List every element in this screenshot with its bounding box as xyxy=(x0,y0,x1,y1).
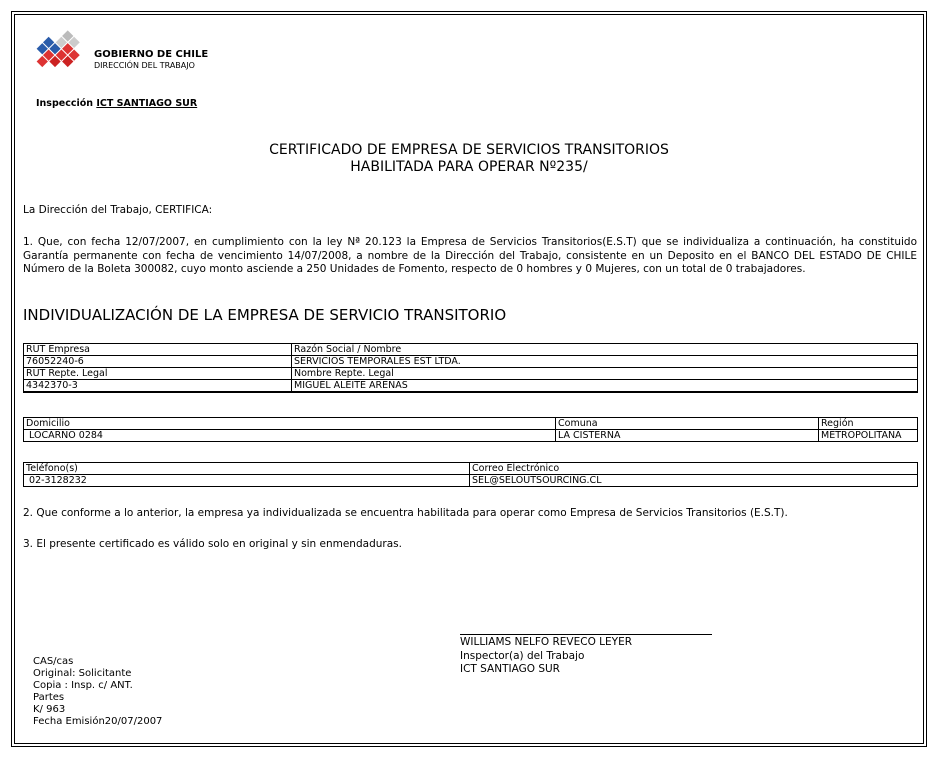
footer-line: Original: Solicitante xyxy=(33,668,132,679)
company-table xyxy=(23,343,918,393)
org-subname: DIRECCIÓN DEL TRABAJO xyxy=(94,61,195,70)
rep-rut-label: RUT Repte. Legal xyxy=(24,368,292,380)
name-value: SERVICIOS TEMPORALES EST LTDA. xyxy=(292,356,918,368)
domicilio-value: LOCARNO 0284 xyxy=(24,430,556,442)
address-table xyxy=(23,417,918,442)
paragraph-1: 1. Que, con fecha 12/07/2007, en cumplimiento con la ley Nª 20.123 la Empresa de Servicios Transitorios(E.S.T) que se individualiza a continuación, ha constituido Garantía permanente con fecha de vencimiento 14/07/2008, a nombre de la Dirección del Trabajo, consistente en un Deposito en el BANCO DEL ESTADO DE CHILE Número de la Boleta 300082, cuyo monto asciende a 250 Unidades de Fomento, respecto de 0 hombres y 0 Mujeres, con un total de 0 trabajadores. xyxy=(23,236,917,275)
section-title: INDIVIDUALIZACIÓN DE LA EMPRESA DE SERVICIO TRANSITORIO xyxy=(23,306,507,324)
comuna-value: LA CISTERNA xyxy=(556,430,819,442)
email-value: SEL@SELOUTSOURCING.CL xyxy=(470,475,918,487)
footer-line: CAS/cas xyxy=(33,656,74,667)
rut-label: RUT Empresa xyxy=(24,344,292,356)
paragraph-2: 2. Que conforme a lo anterior, la empresa ya individualizada se encuentra habilitada para operar como Empresa de Servicios Transitorios (E.S.T). xyxy=(23,507,788,519)
intro-text: La Dirección del Trabajo, CERTIFICA: xyxy=(23,204,213,216)
footer-line: K/ 963 xyxy=(33,704,66,715)
phone-value: 02-3128232 xyxy=(24,475,470,487)
signature-line xyxy=(460,634,712,635)
footer-line: Copia : Insp. c/ ANT. xyxy=(33,680,133,691)
inspeccion-value: ICT SANTIAGO SUR xyxy=(96,98,198,109)
signature-block xyxy=(460,636,632,677)
certificate-title-line2: HABILITADA PARA OPERAR Nº235/ xyxy=(350,159,588,175)
footer-line: Fecha Emisión20/07/2007 xyxy=(33,716,163,727)
comuna-label: Comuna xyxy=(556,418,819,430)
rut-value: 76052240-6 xyxy=(24,356,292,368)
phone-label: Teléfono(s) xyxy=(24,463,470,475)
name-label: Razón Social / Nombre xyxy=(292,344,918,356)
domicilio-label: Domicilio xyxy=(24,418,556,430)
signature-office: ICT SANTIAGO SUR xyxy=(460,663,560,675)
org-name: GOBIERNO DE CHILE xyxy=(94,49,209,60)
footer-line: Partes xyxy=(33,692,65,703)
rep-rut-value: 4342370-3 xyxy=(24,380,292,393)
paragraph-3: 3. El presente certificado es válido solo en original y sin enmendaduras. xyxy=(23,538,402,550)
signature-role: Inspector(a) del Trabajo xyxy=(460,649,585,662)
footer-notes xyxy=(33,656,162,728)
email-label: Correo Electrónico xyxy=(470,463,918,475)
region-label: Región xyxy=(819,418,918,430)
certificate-title-line1: CERTIFICADO DE EMPRESA DE SERVICIOS TRANSITORIOS xyxy=(269,142,669,158)
contact-table xyxy=(23,462,918,487)
inspeccion-label: Inspección xyxy=(36,98,94,109)
signature-name: WILLIAMS NELFO REVECO LEYER xyxy=(460,636,633,648)
gobierno-logo-icon xyxy=(26,28,84,78)
rep-name-label: Nombre Repte. Legal xyxy=(292,368,918,380)
region-value: METROPOLITANA xyxy=(819,430,918,442)
inspeccion xyxy=(36,98,197,109)
rep-name-value: MIGUEL ALEITE ARENAS xyxy=(292,380,918,393)
